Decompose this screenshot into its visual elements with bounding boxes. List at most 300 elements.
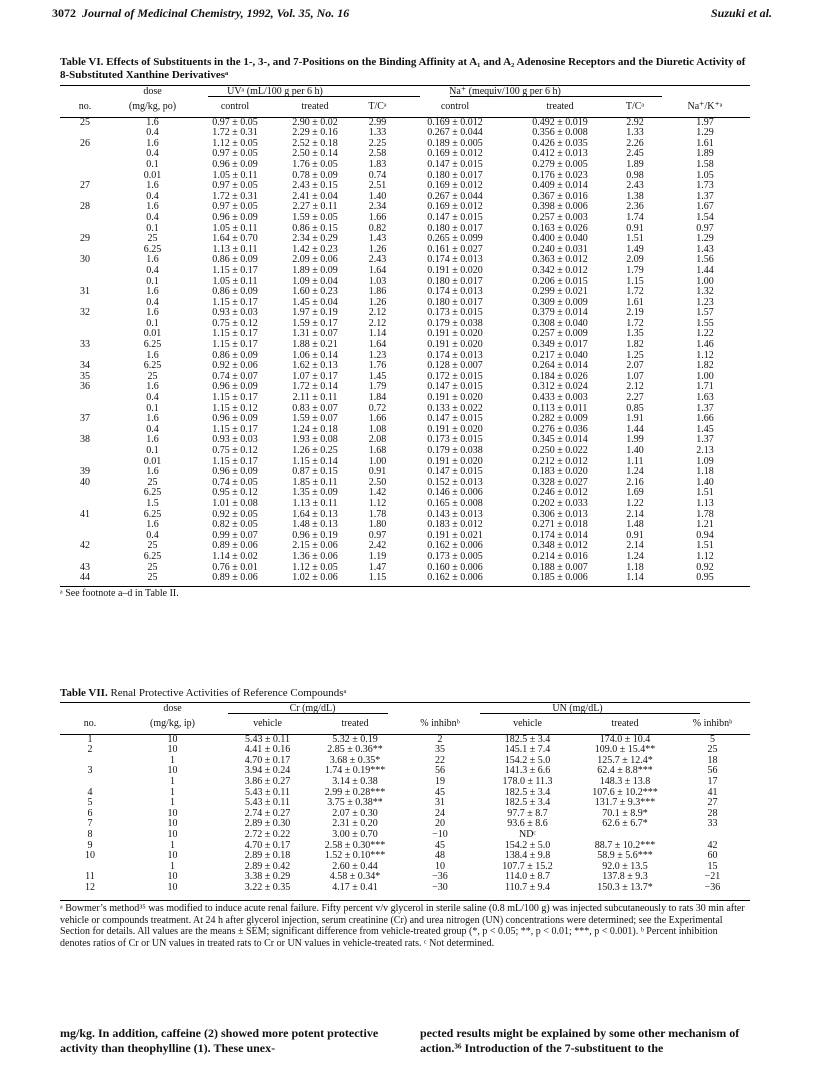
table6-cell: 1.22 [696,328,714,340]
table6-cell: 1.54 [696,211,714,223]
table6-cell: 1.25 [626,349,644,361]
table6-cell: 0.97 [696,222,714,234]
table6-cell: 0.240 ± 0.031 [532,243,588,255]
table6-cell: 0.1 [146,402,159,414]
table6-cell: 0.78 ± 0.09 [292,169,338,181]
table6-cell: 0.367 ± 0.016 [532,190,588,202]
table6-cell: 0.173 ± 0.015 [427,434,483,446]
table6-cell: 0.189 ± 0.005 [427,137,483,149]
table6-cell: 2.34 [368,201,387,213]
table6-row [60,351,750,362]
table6-cell: 0.206 ± 0.015 [532,275,588,287]
table6-cell: 0.82 ± 0.05 [212,519,258,531]
table7-cell: 2.89 ± 0.30 [244,818,291,830]
table6-cell: 1.40 [696,476,714,488]
table6-cell: 0.01 [143,328,162,340]
table6-cell: 2.12 [626,381,644,393]
table7-cell: 19 [435,775,445,787]
table7-cell: 62.4 ± 8.8*** [597,765,653,777]
table6-cell: 0.147 ± 0.015 [427,158,483,170]
table7-un-vehicle-header: vehicle [513,718,542,730]
table6-cell: 0.91 [626,529,644,541]
table7-cell: 178.0 ± 11.3 [502,775,553,787]
table6-cell: 0.98 [626,169,644,181]
table6-cell: 0.162 ± 0.006 [427,572,483,584]
table6-cell: 39 [80,466,90,478]
table6-row [60,563,750,574]
table6-row [60,139,750,150]
table6-dose-header: dose [143,86,162,97]
table6-cell: 0.379 ± 0.014 [532,307,588,319]
table6-cell: 1.13 ± 0.11 [212,243,258,255]
table6-cell: 0.265 ± 0.099 [427,233,483,245]
table6-cell: 1.23 [368,349,387,361]
table6-cell: 0.96 ± 0.09 [212,158,258,170]
table6-cell: 0.179 ± 0.038 [427,445,483,456]
table7-cell: 10 [167,807,178,819]
table6-cell: 1.59 ± 0.07 [292,413,338,425]
table6-cell: 1.12 [368,497,387,509]
table7-row [60,777,750,788]
page-number: 3072 [52,6,76,20]
table7-cell: 2 [437,733,443,745]
table6-cell: 0.75 ± 0.12 [212,317,258,329]
table7-cell: 145.1 ± 7.4 [504,744,551,756]
table6-cell: 0.92 [696,561,714,573]
table6-uv-treated-header: treated [301,101,329,113]
table6-cell: 1.80 [368,519,387,531]
table6-cell: 0.87 ± 0.15 [292,466,338,478]
table6-cell: 2.19 [626,307,644,319]
table6-cell: 0.146 ± 0.006 [427,487,483,499]
table7-cell: 1 [170,839,175,851]
table7-cell: 2.99 ± 0.28*** [324,786,386,798]
table6-cell: 0.147 ± 0.015 [427,413,483,425]
table6-cell: 2.26 [626,137,644,149]
table6-cell: 1.86 [368,286,387,298]
table7-cell: 1.52 ± 0.10*** [324,850,386,862]
table7-cell: 10 [167,733,178,745]
table7-cell: 125.7 ± 12.4* [597,754,653,766]
table7-cell: 138.4 ± 9.8 [504,850,551,862]
table6-cell: 0.184 ± 0.026 [532,370,588,382]
table6-cell: 0.93 ± 0.03 [212,307,258,319]
table6-cell: 0.426 ± 0.035 [532,137,588,149]
table7-cell: 88.7 ± 10.2*** [594,839,656,851]
table6-cell: 0.169 ± 0.012 [427,116,483,128]
table6-cell: 2.99 [368,116,387,128]
table6-cell: 0.212 ± 0.012 [532,455,588,467]
table6-cell: 0.152 ± 0.013 [427,476,483,488]
table6-cell: 0.433 ± 0.003 [532,392,588,404]
table6-cell: 1.76 ± 0.05 [292,158,338,170]
table6-cell: 36 [80,381,90,393]
table6-cell: 0.348 ± 0.012 [532,540,588,552]
table6-cell: 1.85 ± 0.11 [292,476,338,488]
table6-cell: 0.188 ± 0.007 [532,561,588,573]
table6-row [60,298,750,309]
table7-cell: 2 [87,744,93,756]
table6-cell: 0.4 [146,529,159,541]
table6-cell: 1.00 [696,275,714,287]
table6-cell: 0.191 ± 0.020 [427,339,483,351]
table6-cell: 6.25 [143,339,162,351]
table6-cell: 0.191 ± 0.020 [427,455,483,467]
table6-cell: 40 [80,476,90,488]
table6-cell: 1.42 [368,487,387,499]
table6-cell: 1.78 [696,508,714,520]
table6-na-tc-header: T/Cᵃ [625,101,645,113]
table6-row [60,245,750,256]
table6-row [60,181,750,192]
table6-cell: 1.76 [368,360,387,372]
table6-row [60,446,750,457]
table7-cell: 2.60 ± 0.44 [332,860,378,872]
table7-cell: 10 [435,860,445,872]
table6-cell: 1.71 [696,381,714,393]
table6-cell: 31 [80,286,90,298]
table6-cell: 1.08 [368,423,387,435]
table6-cell: 0.96 ± 0.09 [212,211,258,223]
table6-cell: 1.26 ± 0.25 [292,445,338,456]
table6-cell: 0.162 ± 0.006 [427,540,483,552]
table7-dose-unit-header: (mg/kg, ip) [150,718,195,730]
table6-footnote: ᵃ See footnote a–d in Table II. [60,588,179,599]
table6-cell: 0.250 ± 0.022 [532,445,588,456]
table6-cell: 0.328 ± 0.027 [532,476,588,488]
table6-cell: 1.60 ± 0.23 [292,286,338,298]
table7-cell [675,830,750,841]
table6-cell [60,446,110,457]
table7-cell: 10 [85,850,95,862]
table7-cell: 2.74 ± 0.27 [244,807,291,819]
table6-cell: 1.22 [626,497,644,509]
table7-un-treated-header: treated [611,718,639,730]
table6-cell: 37 [80,413,90,425]
table6-cell: 1.05 [696,169,714,181]
table6-cell: 0.85 [626,402,644,414]
table6-cell: 0.267 ± 0.044 [427,127,483,139]
table7-cell: 2.89 ± 0.18 [244,850,291,862]
table7-cell: 2.85 ± 0.36** [327,744,383,756]
table6-cell: 0.86 ± 0.15 [292,222,338,234]
table7-cell: 42 [707,839,718,851]
table6-cell: 1.00 [368,455,387,467]
table6-cell: 1.37 [696,402,714,414]
table6-cell: 0.94 [696,529,714,541]
table6-cell: 1.26 [368,243,387,255]
table6-cell: 0.91 [368,466,387,478]
table6-cell: 1.5 [146,497,159,509]
table6-cell: 1.21 [696,519,714,531]
table6-cell: 0.92 ± 0.06 [212,360,258,372]
table6-cell: 0.174 ± 0.013 [427,349,483,361]
table6-cell: 1.44 [626,423,644,435]
table6-row [60,573,750,584]
table6-bottom-rule [60,586,750,587]
table6-cell: 0.82 [368,222,387,234]
table6-cell [60,552,110,563]
table6-cell: 1.15 ± 0.14 [292,455,338,467]
table6-cell: 0.169 ± 0.012 [427,201,483,213]
table6-cell: 0.180 ± 0.017 [427,222,483,234]
table6-cell: 41 [80,508,90,520]
table7-cell: 154.2 ± 5.0 [504,754,551,766]
table6-cell: 1.72 ± 0.14 [292,381,338,393]
table6-cell: 1.09 [696,455,714,467]
table6-cell: 0.4 [146,264,159,276]
table7-cell: 4.58 ± 0.34* [329,871,381,883]
table6-row [60,435,750,446]
table6-cell: 1.26 [368,296,387,308]
table6-uv-header: UVᵃ (mL/100 g per 6 h) [227,86,323,97]
table7-cell: 3.00 ± 0.70 [332,828,378,840]
table6-cell: 1.83 [368,158,387,170]
table6-row [60,340,750,351]
table7-cell: 3 [87,765,93,777]
table6-cell: 1.97 [696,116,714,128]
table7-row [60,819,750,830]
table6-cell: 0.143 ± 0.013 [427,508,483,520]
table7-no-header: no. [83,718,97,730]
table6-cell: 2.12 [368,307,387,319]
table6-cell: 1.62 ± 0.13 [292,360,338,372]
table6-cell: 0.86 ± 0.09 [212,286,258,298]
table7-cell: 4.41 ± 0.16 [244,744,291,756]
table6-cell: 2.27 [626,392,644,404]
table7-cell: 182.5 ± 3.4 [504,733,551,745]
table6-cell: 2.09 ± 0.06 [292,254,338,266]
table6-cell: 0.4 [146,127,159,139]
table6-cell: 1.73 [696,180,714,192]
table6-cell: 6.25 [143,550,162,562]
table7-un-header: UN (mg/dL) [552,703,603,714]
table6-cell: 0.89 ± 0.06 [212,572,258,584]
table6-cell: 0.174 ± 0.014 [532,529,588,541]
table7-cell: 182.5 ± 3.4 [504,786,551,798]
table6-row [60,499,750,510]
table7-header [60,703,750,735]
table6-cell: 2.08 [368,434,387,446]
table6-cell: 1.82 [696,360,714,372]
table7-cr-treated-header: treated [341,718,369,730]
table7-cell: 93.6 ± 8.6 [507,818,548,830]
table6-cell: 1.6 [146,137,159,149]
table6-cell: 0.180 ± 0.017 [427,296,483,308]
table6-row [60,414,750,425]
table6-cell: 6.25 [143,508,162,520]
table7-cell: 8 [87,828,93,840]
running-head-authors: Suzuki et al. [710,6,772,20]
table6-cell: 1.12 [696,550,714,562]
table6-cell: 1.14 [626,572,644,584]
table6-cell: 2.36 [626,201,644,213]
table6-row [60,425,750,436]
table6-cell: 1.02 ± 0.06 [292,572,338,584]
table6-cell: 0.72 [368,402,387,414]
table6-cell: 0.191 ± 0.020 [427,264,483,276]
table6-cell: 1.05 ± 0.11 [212,275,258,287]
table7-cell: 1.74 ± 0.19*** [324,765,386,777]
table7-cell: 107.6 ± 10.2*** [592,786,658,798]
table6-cell: 0.95 [696,572,714,584]
table6-cell [60,520,110,531]
table6-cell: 1.72 ± 0.31 [212,127,258,139]
table6-cell: 0.4 [146,423,159,435]
table7-cell: 92.0 ± 13.5 [602,860,648,872]
table6-cell: 0.257 ± 0.009 [532,328,588,340]
table6-cell: 2.90 ± 0.02 [292,116,338,128]
table6-row [60,277,750,288]
table6-cell: 1.48 [626,519,644,531]
table6-cell: 0.97 ± 0.05 [212,201,258,213]
table6-cell: 1.6 [146,254,159,266]
table6-row [60,531,750,542]
table7-cell: 5.32 ± 0.19 [332,733,378,745]
table6-cell: 0.172 ± 0.015 [427,370,483,382]
table7-footnote: ᵃ Bowmer’s method³⁵ was modified to induce acute renal failure. Fifty percent v/v glycerol in sterile saline (0.8 mL/100 g) was injected subcutaneously to rats 30 min after vehicle or compounds treatment. At 24 h after glycerol injection, serum creatinine (Cr) and urea nitrogen (UN) concentrations were determined; see the Experimental Section for details. All values are the means ± SEM; significant difference from vehicle-treated group (*, p < 0.05; **, p < 0.01; ***, p < 0.001). ᵇ Percent inhibition denotes ratios of Cr or UN values in treated rats to Cr or UN values in vehicle-treated rats. ᶜ Not determined. [60,903,745,949]
table6-cell: 1.6 [146,116,159,128]
table6-cell: 35 [80,370,90,382]
table6-cell: 0.74 ± 0.05 [212,476,258,488]
table6-row [60,393,750,404]
table6-cell: 2.43 ± 0.15 [292,180,338,192]
table6-cell: 1.61 [626,296,644,308]
table7-cell: 56 [435,765,445,777]
table7-cell: 141.3 ± 6.6 [504,765,551,777]
table6-cell: 0.185 ± 0.006 [532,572,588,584]
table6-cell: 0.309 ± 0.009 [532,296,588,308]
table6-cell: 1.69 [626,487,644,499]
table6-cell: 0.191 ± 0.021 [427,529,483,541]
table6-cell: 1.44 [696,264,714,276]
running-head-left [52,6,349,21]
table6-row [60,361,750,372]
table6-cell: 1.03 [368,275,387,287]
table6-cell [60,319,110,330]
table7-cell: −30 [432,881,448,893]
table6-cell: 2.11 ± 0.11 [292,392,338,404]
table6-cell: 1.64 [368,264,387,276]
table6-cell: 0.308 ± 0.040 [532,317,588,329]
table6-cell: 1.51 [696,487,714,499]
table7-cell: 70.1 ± 8.9* [602,807,648,819]
table6-cell: 0.1 [146,317,159,329]
table6-cell: 1.31 ± 0.07 [292,328,338,340]
table6-row [60,552,750,563]
table7-cell: 27 [707,797,718,809]
table6-cell: 1.48 ± 0.13 [292,519,338,531]
table6-cell: 0.214 ± 0.016 [532,550,588,562]
table6-cell: 1.6 [146,180,159,192]
table6-cell: 1.74 [626,211,644,223]
table6-cell: 2.58 [368,148,387,160]
table6-cell: 1.45 [368,370,387,382]
table7-cell: 10 [167,765,178,777]
table6-cell: 0.4 [146,296,159,308]
table6-cell: 0.96 ± 0.09 [212,466,258,478]
table6-cell: 0.89 ± 0.06 [212,540,258,552]
table6-cell: 1.43 [696,243,714,255]
table6-cell: 0.257 ± 0.003 [532,211,588,223]
table6-cell: 1.18 [626,561,644,573]
table6-cell: 43 [80,561,90,573]
table6-cell: 0.74 [368,169,387,181]
table6-cell: 1.15 [626,275,644,287]
table6-cell: 25 [147,540,158,552]
table6-cell: 0.97 ± 0.05 [212,116,258,128]
table6-nak-header: Na⁺/K⁺ᵃ [687,101,723,113]
table6-cell: 1.6 [146,413,159,425]
table7-cell: 109.0 ± 15.4** [594,744,656,756]
table6-cell: 1.01 ± 0.08 [212,497,258,509]
table6-caption-label: Table VI. [60,56,104,68]
table6-cell: 0.180 ± 0.017 [427,275,483,287]
table6-cell: 1.59 ± 0.17 [292,317,338,329]
table7-cell: 2.58 ± 0.30*** [324,839,386,851]
table6-cell: 6.25 [143,243,162,255]
table6-row [60,255,750,266]
table6-cell: 1.11 [626,455,644,467]
table6-cell: 0.96 ± 0.09 [212,413,258,425]
table6-cell: 1.05 ± 0.11 [212,222,258,234]
table7-cell: 41 [707,786,718,798]
table6-cell: 25 [147,572,158,584]
table6-row [60,510,750,521]
table6-cell: 28 [80,201,90,213]
table6-row [60,457,750,468]
table6-cell: 0.83 ± 0.07 [292,402,338,414]
table6-cell: 0.76 ± 0.01 [212,561,258,573]
table6-cell: 0.202 ± 0.033 [532,497,588,509]
table6-cell: 1.14 [368,328,387,340]
table7-cell: 60 [707,850,718,862]
table7-cell: 1 [87,733,93,745]
table6-cell: 1.06 ± 0.14 [292,349,338,361]
table6-cell: 0.398 ± 0.006 [532,201,588,213]
table7-dose-header: dose [163,703,182,714]
table6-cell: 2.45 [626,148,644,160]
table6-cell: 1.15 ± 0.17 [212,264,258,276]
table6-cell: 0.174 ± 0.013 [427,254,483,266]
table7-cell: 2.72 ± 0.22 [244,828,291,840]
table6-cell: 1.63 [696,392,714,404]
table7-caption-label: Table VII. [60,687,108,699]
table7-cell: 10 [167,871,178,883]
table6-row [60,213,750,224]
table6-cell: 2.41 ± 0.04 [292,190,338,202]
table7-cell: 1 [170,786,175,798]
table6-cell: 1.72 [626,317,644,329]
table6-cell: 1.6 [146,434,159,446]
table6-cell: 0.97 ± 0.05 [212,180,258,192]
table7-cell: −10 [432,828,448,840]
table6-cell: 1.84 [368,392,387,404]
table6-cell: 25 [80,116,90,128]
table6-cell: 32 [80,307,90,319]
table6-cell: 25 [147,233,158,245]
table6-cell: 0.400 ± 0.040 [532,233,588,245]
table7-cell: 28 [707,807,718,819]
table6-cell: 1.14 ± 0.02 [212,550,258,562]
table6-cell: 1.15 ± 0.17 [212,328,258,340]
table6-cell: 1.05 ± 0.11 [212,169,258,181]
table6-cell: 0.349 ± 0.017 [532,339,588,351]
table6-cell: 1.18 [696,466,714,478]
table6-cell: 38 [80,434,90,446]
table6-cell: 0.246 ± 0.012 [532,487,588,499]
table6-row [60,541,750,552]
